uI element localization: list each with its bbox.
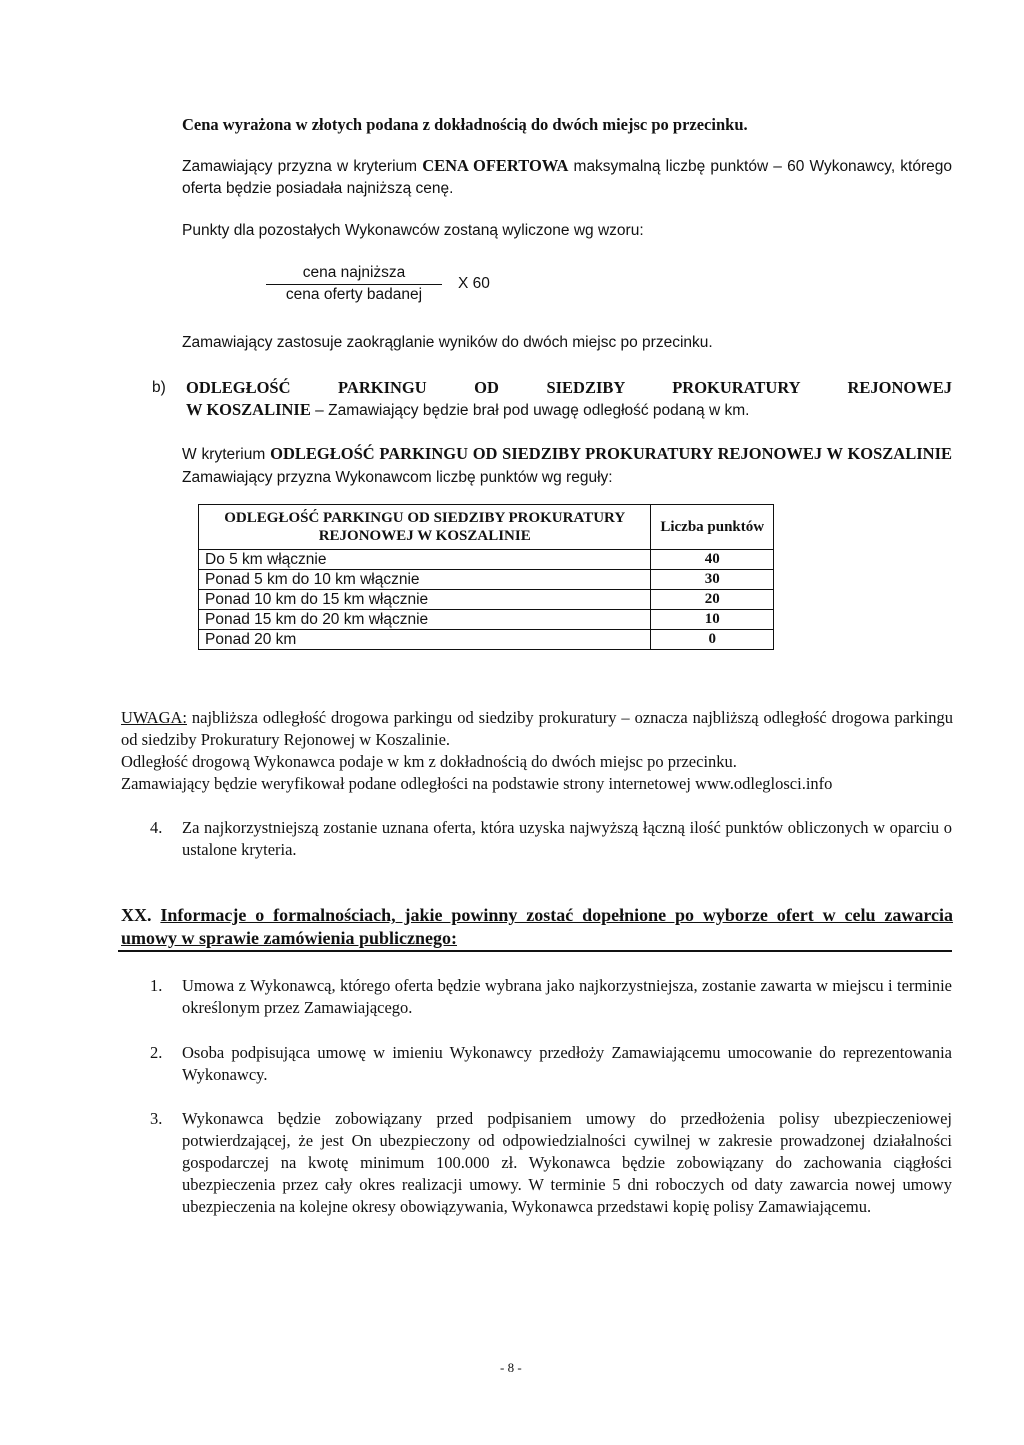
table-row [199,590,774,610]
formula-numerator: cena najniższa [302,264,406,281]
item-3-text: Wykonawca będzie zobowiązany przed podpisaniem umowy do przedłożenia polisy ubezpieczeniowej potwierdzającej, że jest On ubezpieczony od odpowiedzialności cywilnej w zakresie prowadzonej działalności gospodarczej na kwotę minimum 100.000 zł. Wykonawca będzie zobowiązany do zachowania ciągłości ubezpieczenia przez cały okres realizacji umowy. W terminie 5 dni roboczych od daty zawarcia nowej umowy ubezpieczenia na kolejne okresy obowiązywania, Wykonawca przedstawi kopię polisy Zamawiającemu. [182,1109,952,1216]
price-criterion-text-a: Zamawiający przyzna w kryterium [182,158,423,175]
item-4-number: 4. [150,818,163,837]
table-cell-points: 30 [651,570,774,590]
section-b-title2: W KOSZALINIE [186,400,311,419]
distance-criterion-paragraph [182,443,952,489]
formula-intro-text: Punkty dla pozostałych Wykonawców zostaną wyliczone wg wzoru: [182,222,644,239]
distance-criterion-text-c: Zamawiający przyzna Wykonawcom liczbę punktów wg reguły: [182,469,613,486]
item-4-text: Za najkorzystniejszą zostanie uznana oferta, która uzyska najwyższą łączną ilość punktów obliczonych w oparciu o ustalone kryteria. [182,818,952,859]
section-b-title: ODLEGŁOŚĆ PARKINGU OD SIEDZIBY PROKURATURY REJONOWEJ [186,378,952,397]
table-header-distance: ODLEGŁOŚĆ PARKINGU OD SIEDZIBY PROKURATURY REJONOWEJ W KOSZALINIE [199,505,651,550]
price-criterion-text-c: maksymalną liczbę punktów – 60 Wykonawcy, którego oferta będzie posiadała najniższą cenę. [182,158,952,197]
formula-multiplier: X 60 [458,275,490,292]
distance-points-table [198,504,774,650]
formula-denominator: cena oferty badanej [285,286,423,303]
section-divider [118,950,952,952]
price-precision-note [182,114,962,136]
item-1-number: 1. [150,976,163,995]
item-2-number: 2. [150,1043,163,1062]
table-header-row [199,505,774,550]
item-2-text: Osoba podpisująca umowę w imieniu Wykonawcy przedłoży Zamawiającemu umocowanie do reprezentowania Wykonawcy. [182,1043,952,1084]
item-1-text: Umowa z Wykonawcą, którego oferta będzie wybrana jako najkorzystniejsza, zostanie zawarta w miejscu i terminie określonym przez Zamawiającego. [182,976,952,1017]
uwaga-note [121,707,953,751]
table-row [199,570,774,590]
uwaga-text-1: najbliższa odległość drogowa parkingu od siedziby prokuratury – oznacza najbliższą odległość drogowa parkingu od siedziby Prokuratury Rejonowej w Koszalinie. [121,708,953,749]
distance-criterion-name: ODLEGŁOŚĆ PARKINGU OD SIEDZIBY PROKURATURY REJONOWEJ W KOSZALINIE [270,444,952,463]
table-cell-points: 20 [651,590,774,610]
uwaga-line-2: Odległość drogową Wykonawca podaje w km z dokładnością do dwóch miejsc po przecinku. [121,752,737,771]
table-row [199,630,774,650]
table-header-points: Liczba punktów [651,505,774,550]
table-cell-range: Ponad 10 km do 15 km włącznie [199,590,651,610]
section-xx-title: Informacje o formalnościach, jakie powinny zostać dopełnione po wyborze ofert w celu zawarcia umowy w sprawie zamówienia publicznego: [121,905,953,948]
price-criterion-name: CENA OFERTOWA [422,156,569,175]
formula-intro [182,220,952,242]
price-formula [266,264,516,306]
section-b-label: b) [152,379,166,396]
item-3-number: 3. [150,1109,163,1128]
section-b-line2 [186,399,952,422]
table-cell-range: Ponad 5 km do 10 km włącznie [199,570,651,590]
uwaga-label: UWAGA: [121,708,187,727]
section-xx-number: XX. [121,905,152,925]
section-xx-heading [121,904,953,950]
rounding-note [182,332,952,354]
table-row [199,550,774,570]
page-number: - 8 - [500,1360,522,1375]
price-criterion-paragraph [182,155,952,200]
table-cell-points: 0 [651,630,774,650]
uwaga-line-3: Zamawiający będzie weryfikował podane odległości na podstawie strony internetowej www.odleglosci.info [121,774,833,793]
table-cell-points: 10 [651,610,774,630]
table-cell-range: Ponad 20 km [199,630,651,650]
distance-criterion-text-a: W kryterium [182,446,271,463]
table-cell-points: 40 [651,550,774,570]
table-cell-range: Do 5 km włącznie [199,550,651,570]
price-precision-text: Cena wyrażona w złotych podana z dokładnością do dwóch miejsc po przecinku. [182,115,748,134]
rounding-note-text: Zamawiający zastosuje zaokrąglanie wyników do dwóch miejsc po przecinku. [182,334,713,351]
fraction-bar [266,284,442,285]
table-cell-range: Ponad 15 km do 20 km włącznie [199,610,651,630]
section-b-rest: – Zamawiający będzie brał pod uwagę odległość podaną w km. [310,402,750,419]
table-row [199,610,774,630]
